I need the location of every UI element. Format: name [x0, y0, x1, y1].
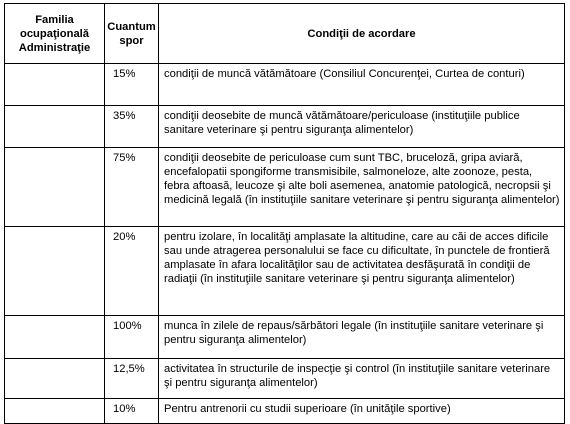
amount-cell: 75%: [105, 148, 159, 227]
family-cell: [5, 227, 105, 316]
table-row: [5, 106, 565, 148]
spor-table: [4, 3, 565, 424]
family-cell: [5, 359, 105, 399]
table-row: [5, 359, 565, 399]
header-conditions: Condiţii de acordare: [159, 4, 565, 64]
amount-cell: 15%: [105, 64, 159, 106]
conditions-cell: activitatea în structurile de inspecţie şi control (în instituţiile sanitare veterinare şi pentru siguranţa alimentelor): [159, 359, 565, 399]
table-header: [5, 4, 565, 64]
amount-cell: 20%: [105, 227, 159, 316]
header-amount: Cuantum spor: [105, 4, 159, 64]
table-row: [5, 227, 565, 316]
conditions-cell: Pentru antrenorii cu studii superioare (în unităţile sportive): [159, 399, 565, 424]
header-row: [5, 4, 565, 64]
family-cell: [5, 148, 105, 227]
family-cell: [5, 316, 105, 359]
header-family: Familia ocupaţională Administraţie: [5, 4, 105, 64]
amount-cell: 100%: [105, 316, 159, 359]
amount-cell: 12,5%: [105, 359, 159, 399]
conditions-cell: condiţii de muncă vătămătoare (Consiliul Concurenţei, Curtea de conturi): [159, 64, 565, 106]
table-row: [5, 148, 565, 227]
conditions-cell: pentru izolare, în localităţi amplasate la altitudine, care au căi de acces dificile sau unde atragerea personalului se face cu dificultate, în punctele de frontieră amplasate în afara localităţilor sau de activitatea desfăşurată în condiţii de radiaţii (în instituţiile sanitare veterinare şi pentru siguranţa alimentelor): [159, 227, 565, 316]
table-row: [5, 316, 565, 359]
conditions-cell: condiţii deosebite de muncă vătămătoare/periculoase (instituţiile publice sanitare veterinare şi pentru siguranţa alimentelor): [159, 106, 565, 148]
table-row: [5, 64, 565, 106]
amount-cell: 10%: [105, 399, 159, 424]
family-cell: [5, 106, 105, 148]
family-cell: [5, 64, 105, 106]
amount-cell: 35%: [105, 106, 159, 148]
conditions-cell: munca în zilele de repaus/sărbători legale (în instituţiile sanitare veterinare şi pentru siguranţa alimentelor): [159, 316, 565, 359]
table-body: [5, 64, 565, 424]
conditions-cell: condiţii deosebite de periculoase cum sunt TBC, bruceloză, gripa aviară, encefalopatii spongiforme transmisibile, salmoneloze, alte zoonoze, pesta, febra aftoasă, leucoze şi alte boli asemenea, anatomie patologică, necropsii şi medicină legală (în instituţiile sanitare veterinare şi pentru siguranţa alimentelor): [159, 148, 565, 227]
